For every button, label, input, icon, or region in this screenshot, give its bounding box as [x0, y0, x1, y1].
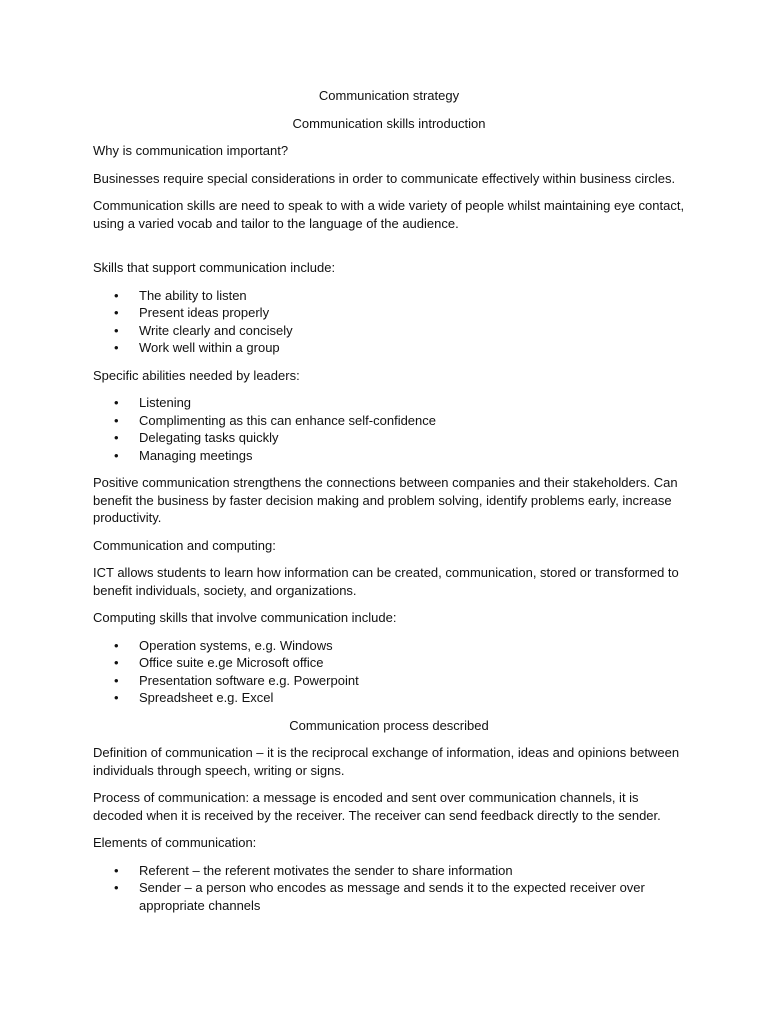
section-heading-intro: Communication skills introduction	[292, 115, 486, 131]
paragraph-process: Process of communication: a message is encoded and sent over communication channels, it is decoded when it is received by the receiver. The receiver can send feedback directly to the sender.	[93, 790, 661, 823]
list-item: • Spreadsheet e.g. Excel	[139, 689, 685, 707]
support-list	[93, 287, 685, 357]
paragraph-positive: Positive communication strengthens the connections between companies and their stakeholders. Can benefit the business by faster decision making and problem solving, identify problems early, increase productivity.	[93, 475, 678, 525]
leaders-intro: Specific abilities needed by leaders:	[93, 367, 300, 383]
computing-list	[93, 637, 685, 707]
elements-list	[93, 862, 685, 915]
list-item: • Work well within a group	[139, 339, 685, 357]
list-item: • Presentation software e.g. Powerpoint	[139, 672, 685, 690]
support-intro: Skills that support communication include:	[93, 260, 336, 275]
paragraph-ict: ICT allows students to learn how information can be created, communication, stored or transformed to benefit individuals, society, and organizations.	[93, 565, 679, 598]
list-item: • Sender – a person who encodes as message and sends it to the expected receiver over appropriate channels	[139, 879, 685, 914]
document-body	[93, 87, 685, 924]
computing-intro: Computing skills that involve communication include:	[93, 610, 397, 625]
blank-line	[93, 242, 685, 259]
list-item: • Delegating tasks quickly	[139, 429, 685, 447]
list-item: • Present ideas properly	[139, 304, 685, 322]
list-item: • Write clearly and concisely	[139, 322, 685, 340]
list-item: • Operation systems, e.g. Windows	[139, 637, 685, 655]
question-why: Why is communication important?	[93, 143, 289, 158]
list-item: • Complimenting as this can enhance self-confidence	[139, 412, 685, 430]
section-heading-process: Communication process described	[289, 717, 489, 733]
list-item: • Listening	[139, 394, 685, 412]
leaders-list	[93, 394, 685, 464]
paragraph-definition: Definition of communication – it is the reciprocal exchange of information, ideas and opinions between individuals through speech, writing or signs.	[93, 745, 680, 778]
paragraph-businesses: Businesses require special considerations in order to communicate effectively within business circles.	[93, 170, 676, 186]
list-item: • The ability to listen	[139, 287, 685, 305]
computing-heading: Communication and computing:	[93, 537, 276, 553]
document-title: Communication strategy	[318, 88, 460, 103]
paragraph-skills-need: Communication skills are need to speak to with a wide variety of people whilst maintaining eye contact, using a varied vocab and tailor to the language of the audience.	[93, 198, 685, 231]
list-item: • Managing meetings	[139, 447, 685, 465]
list-item: • Referent – the referent motivates the sender to share information	[139, 862, 685, 880]
list-item: • Office suite e.ge Microsoft office	[139, 654, 685, 672]
elements-intro: Elements of communication:	[93, 835, 257, 850]
